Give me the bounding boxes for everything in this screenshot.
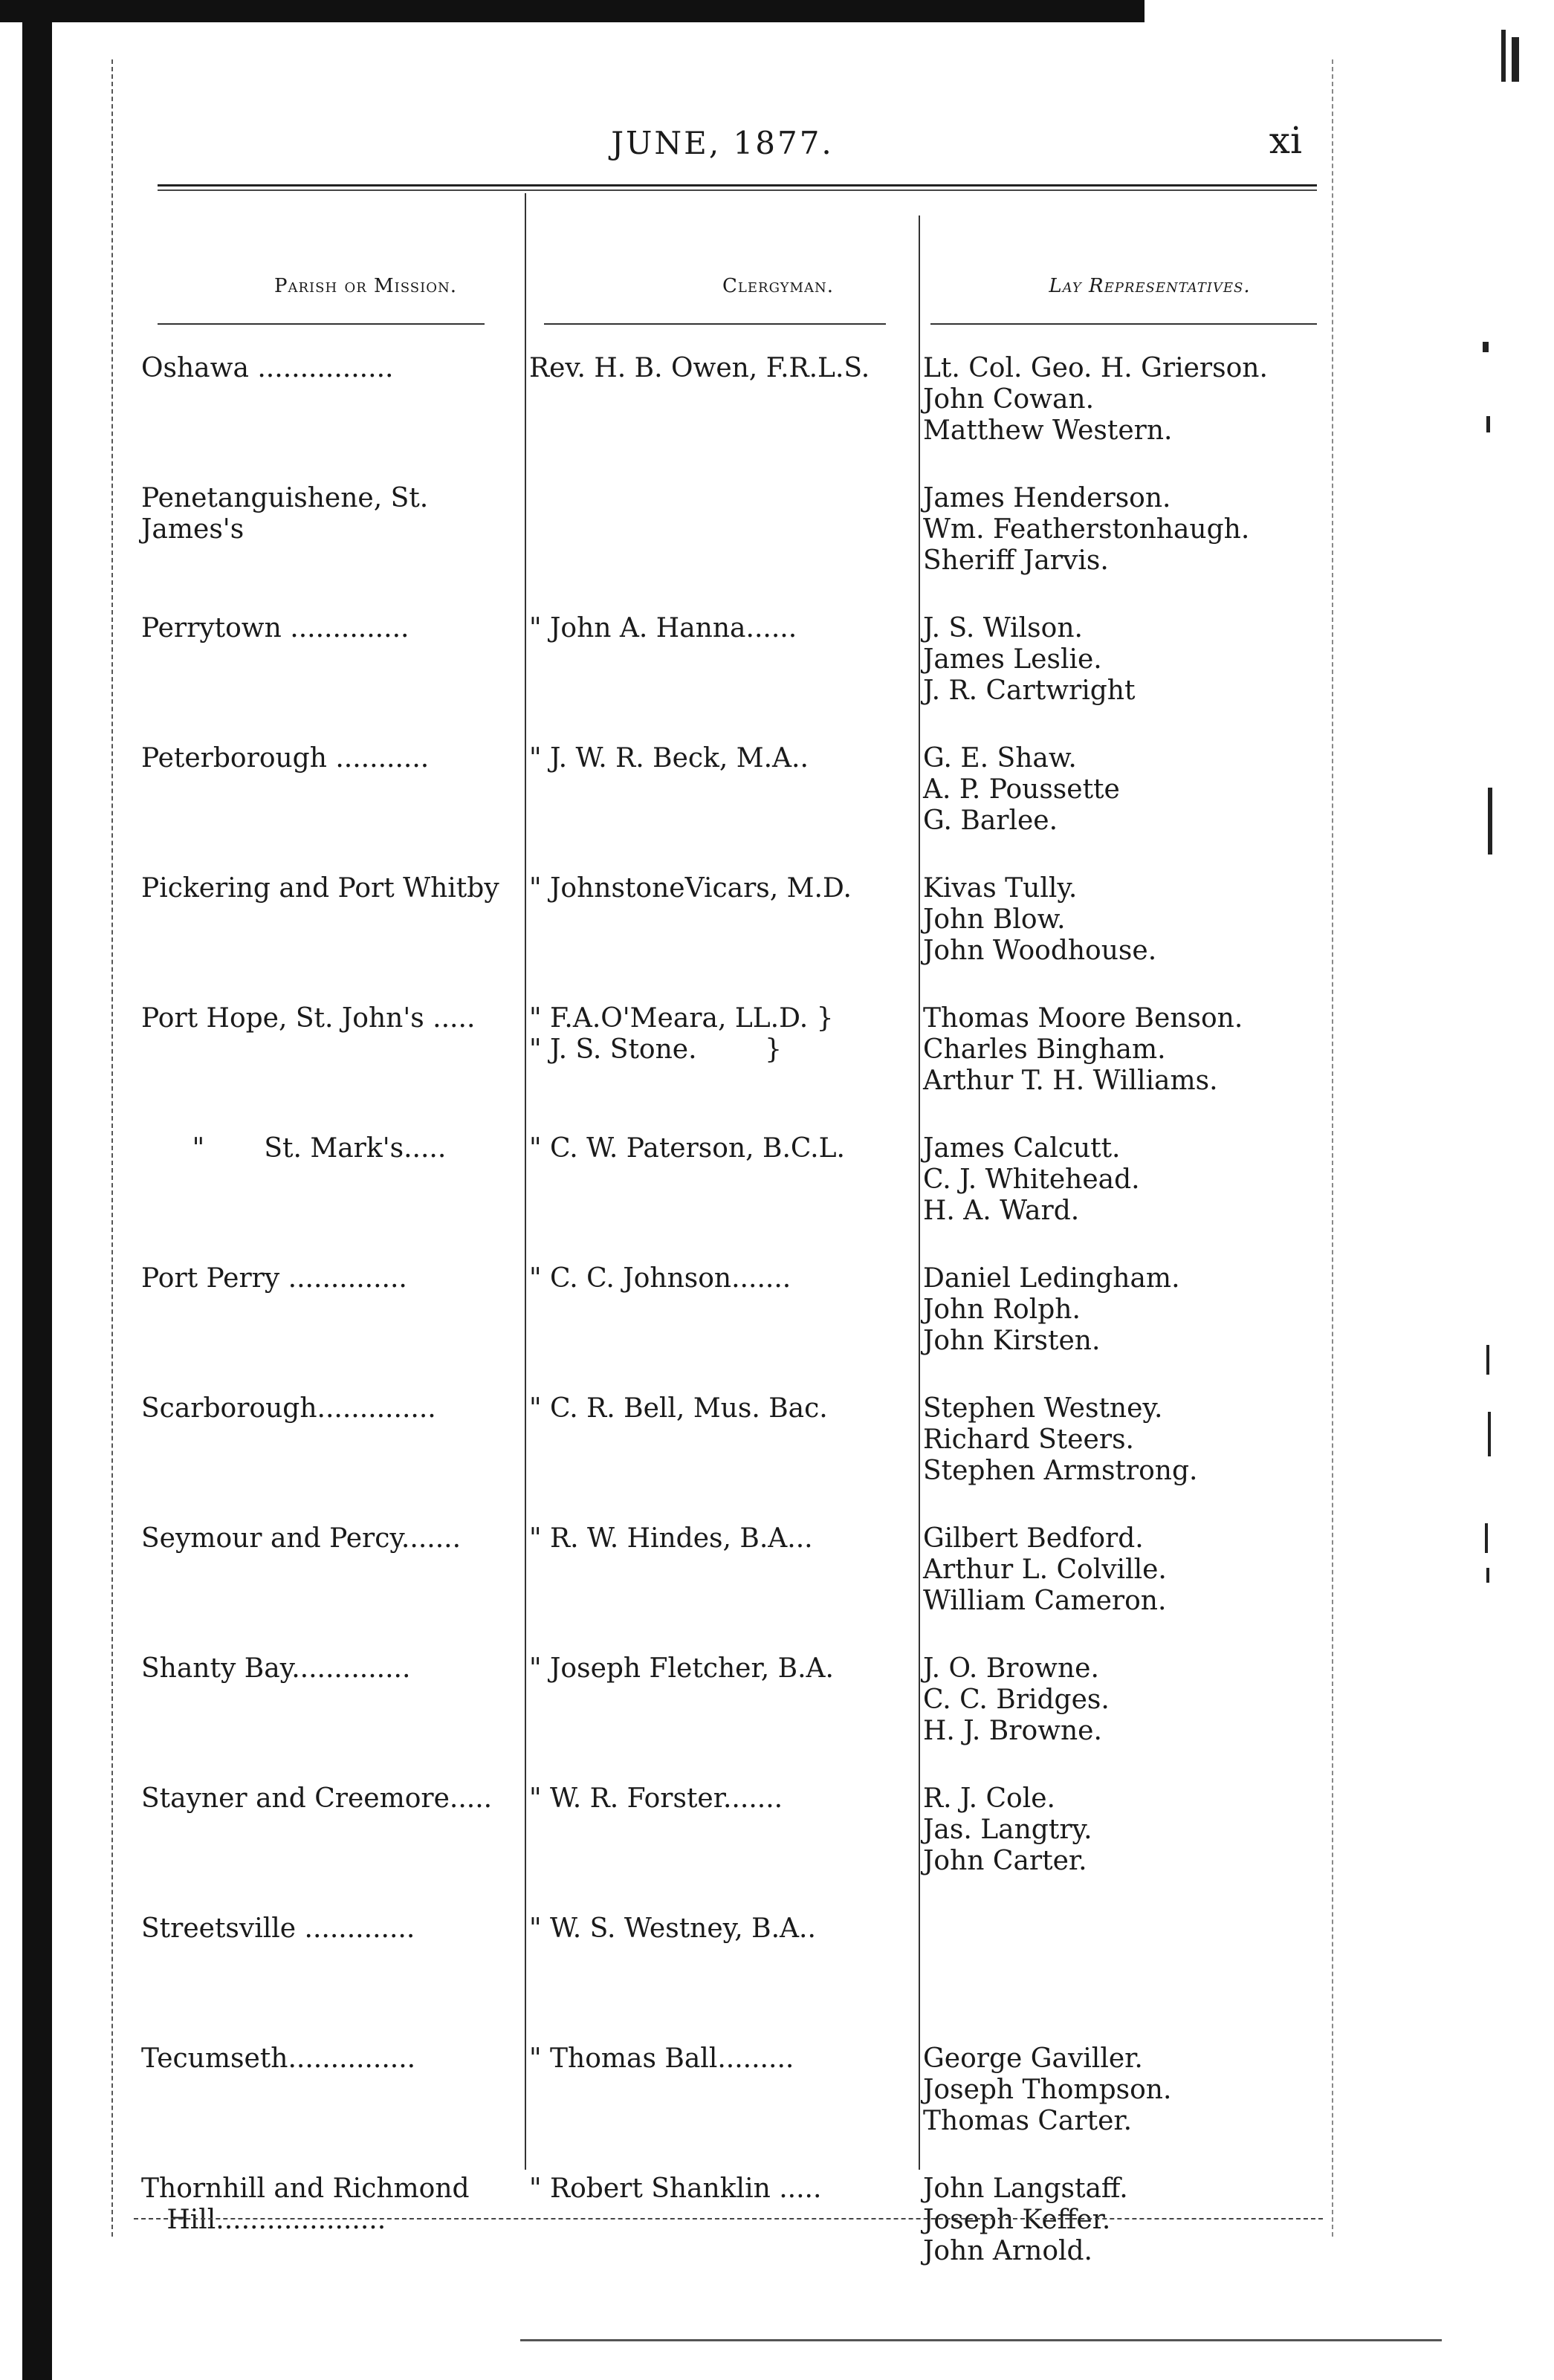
clergyman-name: " R. W. Hindes, B.A... (529, 1523, 813, 1554)
header-rule (158, 184, 1317, 191)
parish-name: Seymour and Percy....... (141, 1523, 462, 1554)
lay-representative: Wm. Featherstonhaugh. (923, 514, 1250, 545)
lay-representative: John Arnold. (923, 2236, 1092, 2266)
lay-representative: Sheriff Jarvis. (923, 545, 1109, 576)
lay-representative: John Rolph. (923, 1294, 1081, 1325)
lay-representatives (923, 1783, 1339, 1877)
parish-name: Perrytown .............. (141, 613, 409, 643)
lay-representatives (923, 1523, 1339, 1617)
scan-border-left (22, 0, 52, 2380)
lay-representatives (923, 1653, 1339, 1747)
lay-representative: Lt. Col. Geo. H. Grierson. (923, 353, 1268, 383)
clergyman-name: " W. R. Forster....... (529, 1783, 783, 1814)
lay-representative: Stephen Armstrong. (923, 1456, 1198, 1486)
lay-representatives (923, 1393, 1339, 1487)
clergyman-name: " John A. Hanna...... (529, 613, 797, 643)
parish-name: Thornhill and Richmond Hill.................... (141, 2173, 470, 2235)
lay-representatives (923, 743, 1339, 837)
lay-representative: J. R. Cartwright (923, 675, 1136, 706)
lay-representative: G. E. Shaw. (923, 743, 1077, 774)
footer-rule (520, 2339, 1442, 2341)
lay-representative: H. A. Ward. (923, 1196, 1080, 1226)
clergyman-name: " Thomas Ball......... (529, 2043, 794, 2074)
lay-representative: Kivas Tully. (923, 873, 1078, 904)
column-headings (113, 275, 1332, 312)
lay-representatives (923, 1263, 1339, 1357)
lay-representative: J. S. Wilson. (923, 613, 1083, 643)
lay-representatives (923, 1003, 1339, 1097)
parish-name: Streetsville ............. (141, 1913, 415, 1944)
clergyman-name: " JohnstoneVicars, M.D. (529, 873, 852, 904)
lay-representative: Daniel Ledingham. (923, 1263, 1180, 1294)
lay-representative: Gilbert Bedford. (923, 1523, 1144, 1554)
parish-name: Shanty Bay.............. (141, 1653, 411, 1684)
lay-representatives (923, 483, 1339, 577)
parish-name: Port Hope, St. John's ..... (141, 1003, 476, 1034)
lay-representative: G. Barlee. (923, 805, 1058, 836)
lay-representative: Joseph Keffer. (923, 2205, 1111, 2235)
lay-representative: C. J. Whitehead. (923, 1164, 1140, 1195)
lay-representatives (923, 1133, 1339, 1227)
lay-representative: C. C. Bridges. (923, 1685, 1110, 1715)
lay-representatives (923, 613, 1339, 707)
lay-representatives (923, 353, 1339, 447)
lay-representative: Arthur L. Colville. (923, 1554, 1167, 1585)
lay-representative: H. J. Browne. (923, 1716, 1102, 1746)
clergyman-name: " C. W. Paterson, B.C.L. (529, 1133, 845, 1164)
page-header (113, 119, 1332, 171)
scan-border-top (0, 0, 1145, 22)
lay-representative: John Woodhouse. (923, 936, 1157, 966)
clergyman-name: " Joseph Fletcher, B.A. (529, 1653, 834, 1684)
parish-name: Scarborough.............. (141, 1393, 436, 1424)
lay-representative: John Carter. (923, 1846, 1087, 1876)
lay-representative: William Cameron. (923, 1586, 1167, 1616)
page-number: xi (1269, 119, 1302, 162)
lay-representative: Charles Bingham. (923, 1034, 1166, 1065)
lay-representatives (923, 2173, 1339, 2267)
lay-representative: John Cowan. (923, 384, 1095, 415)
lay-representative: John Kirsten. (923, 1326, 1101, 1356)
parish-name: " St. Mark's..... (141, 1133, 447, 1164)
column-heading-lay-representatives: Lay Representatives. (1049, 275, 1251, 297)
lay-representative: R. J. Cole. (923, 1783, 1055, 1814)
lay-representative: James Leslie. (923, 644, 1102, 675)
lay-representative: Thomas Moore Benson. (923, 1003, 1243, 1034)
lay-representative: James Henderson. (923, 483, 1171, 513)
heading-underline-clergy (544, 323, 886, 325)
lay-representative: Richard Steers. (923, 1424, 1134, 1455)
parish-name: Stayner and Creemore..... (141, 1783, 493, 1814)
column-heading-parish: Parish or Mission. (274, 275, 457, 297)
column-heading-clergyman: Clergyman. (722, 275, 834, 297)
page-title: JUNE, 1877. (611, 125, 834, 161)
lay-representative: A. P. Poussette (923, 774, 1120, 805)
lay-representatives (923, 2043, 1339, 2137)
table-bottom-rule (134, 2218, 1323, 2220)
clergyman-name: " J. W. R. Beck, M.A.. (529, 743, 809, 774)
parish-name: Oshawa ................ (141, 353, 394, 383)
clergyman-name: Rev. H. B. Owen, F.R.L.S. (529, 353, 870, 383)
heading-underline-parish (158, 323, 485, 325)
lay-representative: John Blow. (923, 904, 1066, 935)
clergyman-name: " W. S. Westney, B.A.. (529, 1913, 816, 1944)
lay-representatives (923, 873, 1339, 967)
scan-margin-marks (1479, 30, 1531, 1664)
lay-representative: Matthew Western. (923, 415, 1173, 446)
parish-name: Tecumseth............... (141, 2043, 416, 2074)
lay-representative: John Langstaff. (923, 2173, 1128, 2204)
lay-representative: Stephen Westney. (923, 1393, 1163, 1424)
clergyman-name: " C. C. Johnson....... (529, 1263, 791, 1294)
lay-representative: Thomas Carter. (923, 2106, 1133, 2136)
clergyman-name: " F.A.O'Meara, LL.D. } " J. S. Stone. } (529, 1003, 834, 1065)
clergyman-name: " Robert Shanklin ..... (529, 2173, 822, 2204)
lay-representative: Jas. Langtry. (923, 1815, 1092, 1845)
register-page (111, 59, 1333, 2266)
lay-representative: George Gaviller. (923, 2043, 1143, 2074)
lay-representative: Arthur T. H. Williams. (923, 1066, 1218, 1096)
parish-name: Pickering and Port Whitby (141, 873, 499, 904)
lay-representative: James Calcutt. (923, 1133, 1121, 1164)
lay-representative: Joseph Thompson. (923, 2075, 1172, 2105)
column-divider-2 (919, 215, 920, 2170)
clergyman-name: " C. R. Bell, Mus. Bac. (529, 1393, 828, 1424)
lay-representative: J. O. Browne. (923, 1653, 1099, 1684)
parish-name: Port Perry .............. (141, 1263, 407, 1294)
parish-name: Peterborough ........... (141, 743, 430, 774)
parish-name: Penetanguishene, St. James's (141, 483, 437, 545)
heading-underline-lay (930, 323, 1317, 325)
